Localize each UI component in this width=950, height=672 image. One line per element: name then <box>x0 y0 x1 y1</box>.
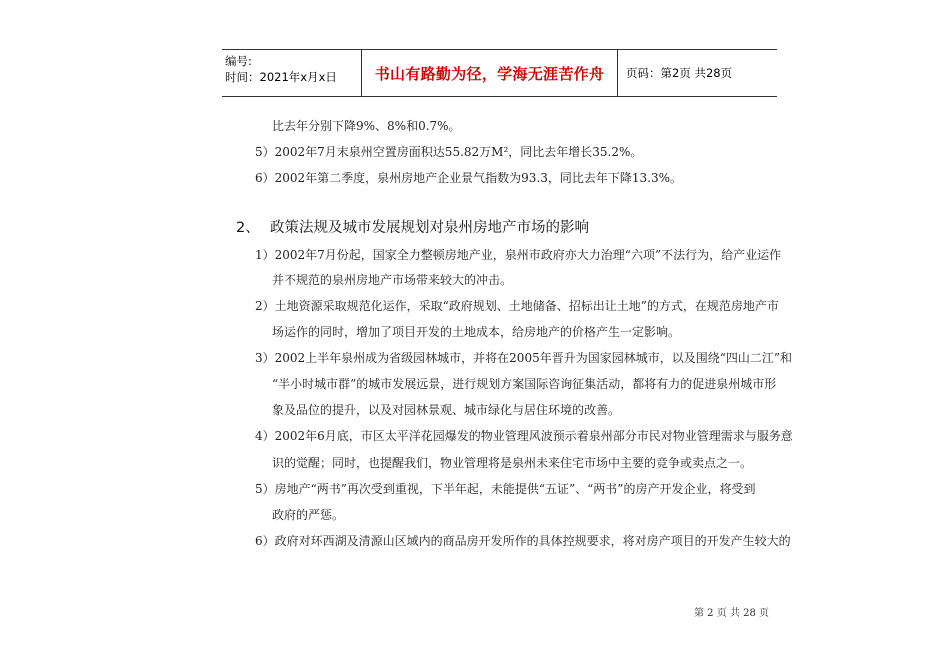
policy-point-4-line-1: 4）2002年6月底，市区太平洋花园爆发的物业管理风波预示着泉州部分市民对物业管理需求与服务意 <box>255 429 793 443</box>
policy-point-3-line-3: 象及品位的提升，以及对园林景观、城市绿化与居住环境的改善。 <box>272 403 621 417</box>
page-header <box>222 49 777 97</box>
list-item-6: 6）2002年第二季度，泉州房地产企业景气指数为93.3，同比去年下降13.3%。 <box>255 171 683 185</box>
policy-point-2-line-2: 场运作的同时，增加了项目开发的土地成本，给房地产的价格产生一定影响。 <box>272 325 681 339</box>
header-motto: 书山有路勤为径，学海无涯苦作舟 <box>362 50 618 96</box>
section-heading <box>236 216 589 237</box>
date-label: 时间：2021年x月x日 <box>225 70 337 84</box>
section-title: 政策法规及城市发展规划对泉州房地产市场的影响 <box>270 220 589 236</box>
policy-point-6-line-1: 6）政府对环西湖及清源山区域内的商品房开发所作的具体控规要求，将对房产项目的开发产生较大的 <box>255 534 791 548</box>
page-footer: 第 2 页 共 28 页 <box>694 608 769 619</box>
continued-line: 比去年分别下降9%、8%和0.7%。 <box>272 119 461 133</box>
policy-point-1-line-1: 1）2002年7月份起，国家全力整顿房地产业，泉州市政府亦大力治理“六项”不法行为，给产业运作 <box>255 248 782 262</box>
list-item-5: 5）2002年7月末泉州空置房面积达55.82万M²，同比去年增长35.2%。 <box>255 145 643 159</box>
policy-point-3-line-1: 3）2002上半年泉州成为省级园林城市，并将在2005年晋升为国家园林城市，以及围绕“四山二江”和 <box>255 351 792 365</box>
serial-label: 编号: <box>225 54 252 68</box>
policy-point-5-line-1: 5）房地产“两书”再次受到重视，下半年起，未能提供“五证”、“两书”的房产开发企业，将受到 <box>255 482 756 496</box>
policy-point-1-line-2: 并不规范的泉州房地产市场带来较大的冲击。 <box>272 273 513 287</box>
header-meta <box>222 50 362 96</box>
policy-point-3-line-2: “半小时城市群”的城市发展远景，进行规划方案国际咨询征集活动，都将有力的促进泉州城市形 <box>272 377 777 391</box>
policy-point-5-line-2: 政府的严惩。 <box>272 508 345 522</box>
header-page-info: 页码：第2页 共28页 <box>626 66 733 80</box>
section-number: 2、 <box>236 220 260 236</box>
policy-point-2-line-1: 2）土地资源采取规范化运作，采取“政府规划、土地储备、招标出让土地”的方式，在规范房地产市 <box>255 299 779 313</box>
policy-point-4-line-2: 识的觉醒；同时，也提醒我们，物业管理将是泉州未来住宅市场中主要的竞争或卖点之一。 <box>272 456 753 470</box>
